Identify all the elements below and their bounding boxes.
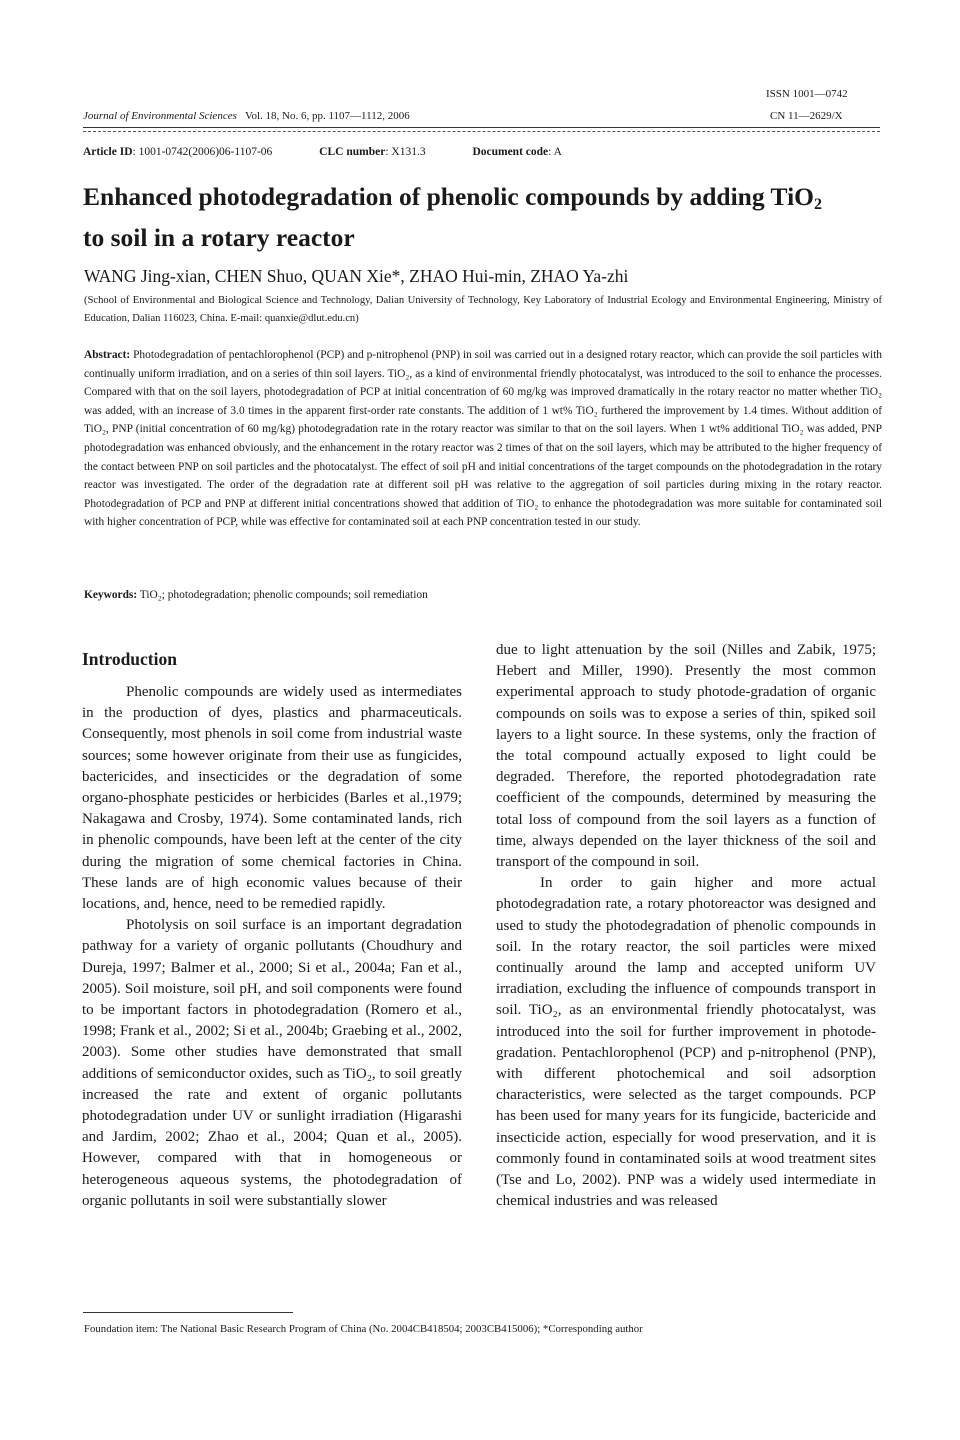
keywords-text: TiO₂; photodegradation; phenolic compounds; soil remediation bbox=[137, 589, 428, 601]
journal-volume-info: Vol. 18, No. 6, pp. 1107—1112, 2006 bbox=[244, 110, 410, 122]
affiliation: (School of Environmental and Biological Science and Technology, Dalian University of Technology, Key Laboratory of Industrial Ecology and Environmental Engineering, Ministry of Education, Dalian 116023, China. E-mail: quanxie@dlut.edu.cn) bbox=[84, 295, 882, 324]
article-id-label: Article ID bbox=[83, 146, 133, 158]
clc-label: CLC number bbox=[319, 146, 386, 158]
title-main: Enhanced photodegradation of phenolic compounds by adding TiO bbox=[83, 182, 814, 211]
left-column bbox=[82, 640, 462, 1212]
abstract-text: Photodegradation of pentachlorophenol (PCP) and p-nitrophenol (PNP) in soil was carried out in a designed rotary reactor, which can provide the soil particles with continually uniform irradiation, and on a series of thin soil layers. TiO₂, as a kind of environmental friendly photocatalyst, was introduced to the soil to enhance the processes. Compared with that on the soil layers, photodegradation of PCP at initial concentration of 60 mg/kg was improved dramatically in the rotary reactor no matter whether TiO₂ was added, with an increase of 3.0 times in the apparent first-order rate constants. The addition of 1 wt% TiO₂ furthered the improvement by 1.4 times. Without addition of TiO₂, PNP (initial concentration of 60 mg/kg) photodegradation rate in the rotary reactor was similar to that on the soil layers. When 1 wt% additional TiO₂ was added, PNP photodegradation was enhanced obviously, and the enhancement in the rotary reactor was 2 times of that on the soil layers, which may be attributed to the higher frequency of the contact between PNP on soil particles and the photocatalyst. The effect of soil pH and initial concentrations of the target compounds on the photodegradation in the rotary reactor was investigated. The order of the degradation rate at different soil pH was relative to the aggregation of soil particles during mixing in the rotary reactor. Photodegradation of PCP and PNP at different initial concentrations showed that addition of TiO₂ to enhance the photodegradation was more suitable for contaminated soil with higher concentration of PCP, while was effective for contaminated soil at each PNP concentration tested in our study. bbox=[84, 349, 882, 529]
paper-title bbox=[83, 180, 903, 254]
right-column bbox=[496, 640, 876, 1212]
journal-citation-line bbox=[83, 110, 410, 122]
cn-label: CN 11—2629/X bbox=[770, 110, 843, 122]
header-rule bbox=[83, 127, 880, 128]
clc-number: : X131.3 bbox=[385, 146, 426, 158]
author-list: WANG Jing-xian, CHEN Shuo, QUAN Xie*, ZHAO Hui-min, ZHAO Ya-zhi bbox=[84, 266, 629, 286]
body-paragraph: In order to gain higher and more actual photodegradation rate, a rotary photoreactor was designed and used to study the photodegradation of phenolic compounds in soil. In the rotary reactor, the soil particles were mixed continually around the lamp and accepted uniform UV irradiation, excluding the influence of compounds transport in soil. TiO₂, as an environmental friendly photocatalyst, was introduced into the soil for further improvement in photode-gradation. Pentachlorophenol (PCP) and p-nitrophenol (PNP), with different photochemical and soil adsorption characteristics, were selected as the target compounds. PCP has been used for many years for its fungicide, bactericide and insecticide action, especially for wood preservation, and it is commonly found in contaminated soils at wood treatment sites (Tse and Lo, 2002). PNP was a widely used intermediate in chemical industries and was released bbox=[496, 875, 876, 1210]
footnote-rule bbox=[83, 1312, 293, 1313]
keywords-label: Keywords: bbox=[84, 589, 138, 601]
footnote: Foundation item: The National Basic Research Program of China (No. 2004CB418504; 2003CB415006); *Corresponding author bbox=[84, 1323, 643, 1335]
journal-name: Journal of Environmental Sciences bbox=[83, 110, 237, 122]
abstract-label: Abstract: bbox=[84, 349, 131, 361]
title-subscript: 2 bbox=[813, 196, 822, 213]
body-paragraph: Phenolic compounds are widely used as intermediates in the production of dyes, plastics and pharmaceuticals. Consequently, most phenols in soil come from industrial waste sources; some however originate from their use as fungicides, bactericides, and insecticides or the degradation of some organo-phosphate pesticides or herbicides (Barles et al.,1979; Nakagawa and Crosby, 1974). Some contaminated lands, rich in phenolic compounds, have been left at the center of the city during the migration of some chemical factories in China. These lands are of high economic values because of their locations, and, hence, need to be remedied rapidly. bbox=[82, 684, 462, 913]
body-paragraph: Photolysis on soil surface is an important degradation pathway for a variety of organic pollutants (Choudhury and Dureja, 1997; Balmer et al., 2000; Si et al., 2004a; Fan et al., 2005). Soil moisture, soil pH, and soil components were found to be important factors in photodegradation (Romero et al., 1998; Frank et al., 2002; Si et al., 2004b; Graebing et al., 2002, 2003). Some other studies have demonstrated that small additions of semiconductor oxides, such as TiO₂, to soil greatly increased the rate and extent of organic pollutants photodegradation under UV or sunlight irradiation (Higarashi and Jardim, 2002; Zhao et al., 2004; Quan et al., 2005). However, compared with that in homogeneous or heterogeneous aqueous systems, the photodegradation of organic pollutants in soil were substantially slower bbox=[82, 917, 462, 1209]
article-id: : 1001-0742(2006)06-1107-06 bbox=[132, 146, 273, 158]
issn-label: ISSN 1001—0742 bbox=[766, 88, 848, 100]
document-code-label: Document code bbox=[472, 146, 549, 158]
header-rule-dashed bbox=[83, 131, 880, 132]
introduction-heading: Introduction bbox=[82, 649, 177, 669]
title-rest: to soil in a rotary reactor bbox=[83, 223, 355, 252]
body-paragraph: due to light attenuation by the soil (Nilles and Zabik, 1975; Hebert and Miller, 1990). Presently the most common experimental approach to study photode-gradation of organic compounds on soils was to expose a series of thin, spiked soil layers to a light source. In these systems, only the fraction of the total compound actually exposed to light could be degraded. Therefore, the reported photodegradation rate coefficient of the compounds, determined by measuring the total loss of compound from the soil layers as a function of time, always depended on the layer thickness of the soil and transport of the compound in soil. bbox=[496, 642, 876, 871]
document-code: : A bbox=[548, 146, 562, 158]
article-meta bbox=[83, 146, 562, 158]
keywords bbox=[84, 589, 882, 601]
abstract bbox=[84, 346, 882, 532]
